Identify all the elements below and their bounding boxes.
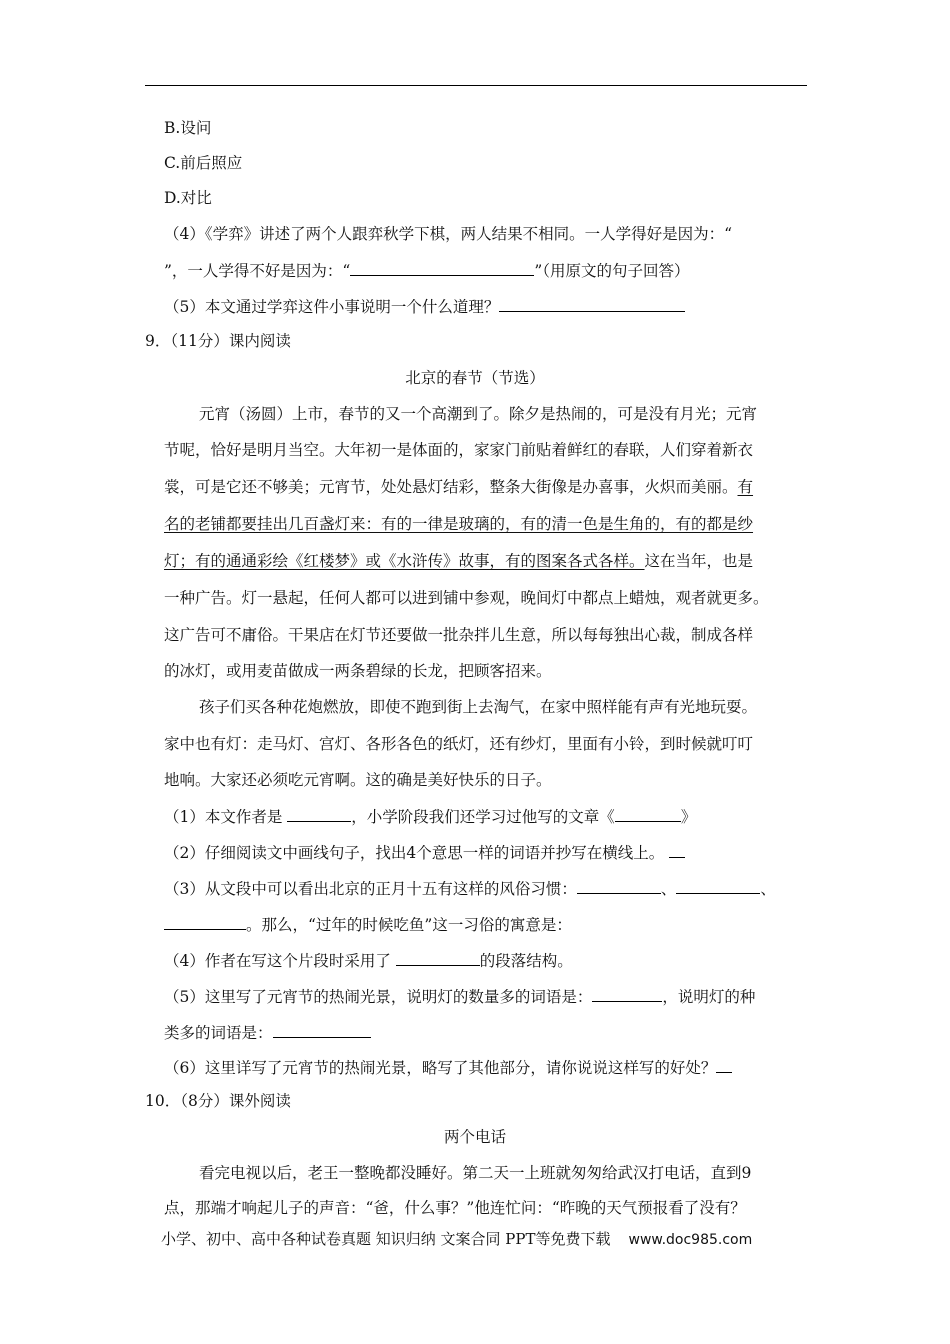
answer-blank[interactable] [499,296,685,312]
q8-sub5 [164,296,685,317]
q9-sub5-tail: 类多的词语是： [164,1024,273,1042]
answer-blank[interactable] [350,260,534,276]
q9-p1-line5-text: 这在当年，也是 [644,552,754,570]
answer-blank[interactable] [164,914,246,930]
header-rule [145,85,807,86]
q9-sub3-line2 [164,914,572,935]
q9-sub5-line1 [164,986,755,1007]
answer-blank[interactable] [669,842,685,858]
q9-sub4-tail: 的段落结构。 [479,952,573,970]
q10-passage-title: 两个电话 [443,1128,506,1146]
q8-sub4-tail: ”（用原文的句子回答） [534,262,690,280]
q10-line2: 点，那端才响起儿子的声音：“爸，什么事？”他连忙问：“昨晚的天气预报看了没有？ [164,1199,746,1217]
answer-blank[interactable] [287,806,351,822]
q9-sub4 [164,950,573,971]
q9-p1-line1: 元宵（汤圆）上市，春节的又一个高潮到了。除夕是热闹的，可是没有月光；元宵 [199,405,758,423]
q9-sub6 [164,1057,732,1078]
q9-sub1-text: （1）本文作者是 [164,808,288,826]
q9-passage-title: 北京的春节（节选） [405,369,545,387]
q9-sub1-mid: ，小学阶段我们还学习过他写的文章《 [351,808,615,826]
underlined-sentence: 灯；有的通通彩绘《红楼梦》或《水浒传》故事，有的图案各式各样。 [164,552,645,570]
answer-blank[interactable] [716,1057,732,1073]
q9-sub6-text: （6）这里详写了元宵节的热闹光景，略写了其他部分，请你说说这样写的好处？ [164,1059,717,1077]
q9-sub2-text: （2）仔细阅读文中画线句子，找出4个意思一样的词语并抄写在横线上。 [164,844,670,862]
answer-blank[interactable] [396,950,480,966]
q10-heading: 10．（8分）课外阅读 [145,1092,291,1110]
q9-p2-line3: 地响。大家还必须吃元宵啊。这的确是美好快乐的日子。 [164,771,552,789]
footer-url[interactable]: www.doc985.com [628,1232,753,1248]
q9-p1-line5 [164,551,753,571]
q8-sub4-line1: （4）《学弈》讲述了两个人跟弈秋学下棋，两人结果不相同。一人学得好是因为：“ [164,225,733,243]
q8-sub4-line2 [164,260,690,281]
footer-banner [161,1228,752,1249]
q9-sub3-text: （3）从文段中可以看出北京的正月十五有这样的风俗习惯： [164,880,577,898]
answer-blank[interactable] [676,878,760,894]
q9-sub1 [164,806,696,827]
underlined-sentence: 有 [737,478,754,496]
q9-p1-line2: 节呢，恰好是明月当空。大年初一是体面的，家家门前贴着鲜红的春联，人们穿着新衣 [164,441,754,459]
answer-blank[interactable] [592,986,662,1002]
q9-p2-line1: 孩子们买各种花炮燃放，即使不跑到街上去淘气，在家中照样能有声有光地玩耍。 [199,698,758,716]
q9-p1-line3-text: 裳，可是它还不够美；元宵节，处处悬灯结彩，整条大街像是办喜事，火炽而美丽。 [164,478,738,496]
answer-blank[interactable] [577,878,661,894]
q9-sub3-tail: 。那么，“过年的时候吃鱼”这一习俗的寓意是： [246,916,572,934]
answer-blank[interactable] [615,806,681,822]
q9-p2-line2: 家中也有灯：走马灯、宫灯、各形各色的纸灯，还有纱灯，里面有小铃，到时候就叮叮 [164,735,754,753]
q9-sub5-line2 [164,1022,371,1043]
q9-sub1-tail: 》 [680,808,697,826]
q8-option-b: B.设问 [164,119,212,137]
q9-p1-line6: 一种广告。灯一悬起，任何人都可以进到铺中参观，晚间灯中都点上蜡烛，观者就更多。 [164,589,769,607]
q8-sub5-text: （5）本文通过学弈这件小事说明一个什么道理？ [164,298,500,316]
q8-sub4-text: ”，一人学得不好是因为：“ [164,262,351,280]
q8-option-d: D.对比 [164,189,212,207]
q9-sub5-text: （5）这里写了元宵节的热闹光景，说明灯的数量多的词语是： [164,988,593,1006]
q9-sub5-mid: ，说明灯的种 [662,988,756,1006]
separator: 、 [660,880,677,898]
answer-blank[interactable] [273,1022,371,1038]
separator: 、 [760,880,776,898]
q9-p1-line8: 的冰灯，或用麦苗做成一两条碧绿的长龙，把顾客招来。 [164,662,552,680]
q9-p1-line3 [164,477,753,497]
q8-option-c: C.前后照应 [164,154,243,172]
q9-p1-line7: 这广告可不庸俗。干果店在灯节还要做一批杂拌儿生意，所以每每独出心裁，制成各样 [164,626,754,644]
footer-text: 小学、初中、高中各种试卷真题 知识归纳 文案合同 PPT等免费下载 [161,1230,611,1248]
q9-sub2 [164,842,685,863]
q9-sub4-text: （4）作者在写这个片段时采用了 [164,952,396,970]
underlined-sentence: 名的老铺都要挂出几百盏灯来：有的一律是玻璃的，有的清一色是生角的，有的都是纱 [164,515,754,533]
q9-heading: 9．（11分）课内阅读 [145,332,291,350]
q9-sub3-line1 [164,878,776,899]
q10-line1: 看完电视以后，老王一整晚都没睡好。第二天一上班就匆匆给武汉打电话，直到9 [199,1164,752,1182]
